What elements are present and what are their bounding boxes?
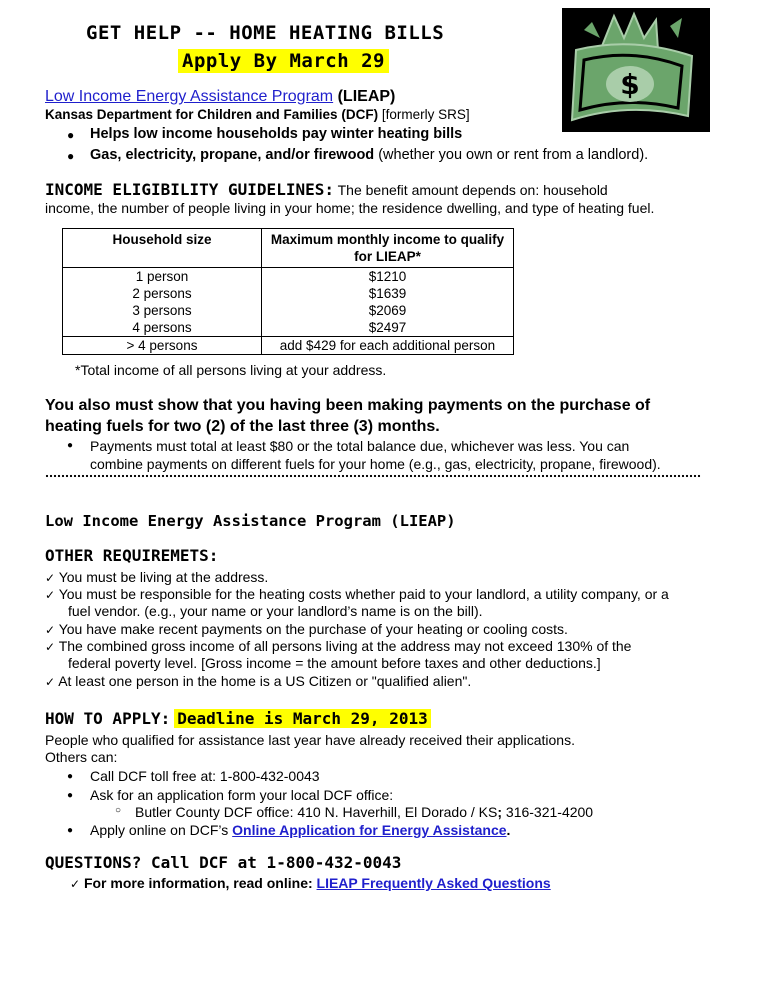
program-link[interactable]: Low Income Energy Assistance Program xyxy=(45,88,334,105)
requirement-item-1: ✓ You must be living at the address. xyxy=(45,569,269,585)
bullet-icon: ● xyxy=(67,128,75,142)
svg-text:$: $ xyxy=(620,68,640,101)
questions-heading: QUESTIONS? Call DCF at 1-800-432-0043 xyxy=(45,853,402,872)
page-title: GET HELP -- HOME HEATING BILLS xyxy=(86,22,445,44)
checkmark-icon: ✓ xyxy=(45,623,56,637)
requirements-heading: OTHER REQUIREMETS: xyxy=(45,546,219,565)
payments-heading-2: heating fuels for two (2) of the last three (3) months. xyxy=(45,418,440,435)
requirement-item-2-cont: fuel vendor. (e.g., your name or your landlord’s name is on the bill). xyxy=(68,603,483,619)
requirement-item-5: ✓ At least one person in the home is a US Citizen or "qualified alien". xyxy=(45,673,472,689)
deadline-highlight: Deadline is March 29, 2013 xyxy=(174,709,430,728)
table-header-row xyxy=(63,229,514,268)
table-row: 4 persons $2497 xyxy=(63,319,514,337)
requirement-item-3: ✓ You have make recent payments on the purchase of your heating or cooling costs. xyxy=(45,621,568,637)
intro-bullet-2: Gas, electricity, propane, and/or firewood (whether you own or rent from a landlord). xyxy=(90,147,649,163)
requirement-item-4: ✓ The combined gross income of all persons living at the address may not exceed 130% of the xyxy=(45,638,632,654)
income-table xyxy=(62,228,514,355)
bullet-icon: ● xyxy=(67,149,75,163)
apply-text-1: People who qualified for assistance last year have already received their applications. xyxy=(45,732,575,748)
checkmark-icon: ✓ xyxy=(45,588,56,602)
bullet-icon: ● xyxy=(67,440,74,451)
eligibility-heading: INCOME ELIGIBILITY GUIDELINES: xyxy=(45,180,334,199)
program-heading xyxy=(45,88,395,106)
table-row: 3 persons $2069 xyxy=(63,302,514,319)
apply-by-banner: Apply By March 29 xyxy=(178,49,389,73)
bullet-icon: ● xyxy=(67,771,74,782)
requirement-item-4-cont: federal poverty level. [Gross income = the amount before taxes and other deductions.] xyxy=(68,655,601,671)
faq-link[interactable]: LIEAP Frequently Asked Questions xyxy=(316,875,551,891)
payments-heading-1: You also must show that you having been making payments on the purchase of xyxy=(45,397,651,414)
office-address: Butler County DCF office: 410 N. Haverhill, El Dorado / KS; 316-321-4200 xyxy=(135,804,594,820)
checkmark-icon: ✓ xyxy=(45,571,56,585)
sub-bullet-icon: ○ xyxy=(115,805,122,816)
department-line: Kansas Department for Children and Families (DCF) [formerly SRS] xyxy=(45,107,470,122)
table-header: Household size xyxy=(63,229,262,268)
payments-bullet-2: combine payments on different fuels for your home (e.g., gas, electricity, propane, firewood). xyxy=(90,456,661,472)
checkmark-icon: ✓ xyxy=(70,877,81,891)
online-application-link[interactable]: Online Application for Energy Assistance xyxy=(232,822,507,838)
program-abbr: (LIEAP) xyxy=(337,88,396,105)
table-row: > 4 persons add $429 for each additional person xyxy=(63,337,514,355)
money-bill-icon xyxy=(562,8,710,132)
bullet-icon: ● xyxy=(67,790,74,801)
section2-title: Low Income Energy Assistance Program (LIEAP) xyxy=(45,512,456,530)
apply-bullet-3: Apply online on DCF’s Online Application for Energy Assistance. xyxy=(90,822,511,838)
table-header: Maximum monthly income to qualify for LIEAP* xyxy=(262,229,514,268)
eligibility-paragraph: INCOME ELIGIBILITY GUIDELINES: The benefit amount depends on: household xyxy=(45,180,608,199)
bullet-icon: ● xyxy=(67,825,74,836)
apply-text-2: Others can: xyxy=(45,749,118,765)
table-row: 1 person $1210 xyxy=(63,268,514,286)
eligibility-text-2: income, the number of people living in your home; the residence dwelling, and type of heating fuel. xyxy=(45,200,655,216)
checkmark-icon: ✓ xyxy=(45,640,56,654)
dotted-divider xyxy=(45,474,701,478)
apply-bullet-1: Call DCF toll free at: 1-800-432-0043 xyxy=(90,768,320,784)
checkmark-icon: ✓ xyxy=(45,675,56,689)
requirement-item-2: ✓ You must be responsible for the heating costs whether paid to your landlord, a utility company, or a xyxy=(45,586,669,602)
how-to-apply-heading: HOW TO APPLY: Deadline is March 29, 2013 xyxy=(45,709,431,728)
more-info-line: ✓ For more information, read online: LIEAP Frequently Asked Questions xyxy=(70,875,551,891)
table-footnote: *Total income of all persons living at your address. xyxy=(75,362,387,378)
apply-bullet-2: Ask for an application form your local DCF office: xyxy=(90,787,394,803)
intro-bullet-1: Helps low income households pay winter heating bills xyxy=(90,126,463,142)
payments-bullet-1: Payments must total at least $80 or the total balance due, whichever was less. You can xyxy=(90,438,630,454)
table-row: 2 persons $1639 xyxy=(63,285,514,302)
